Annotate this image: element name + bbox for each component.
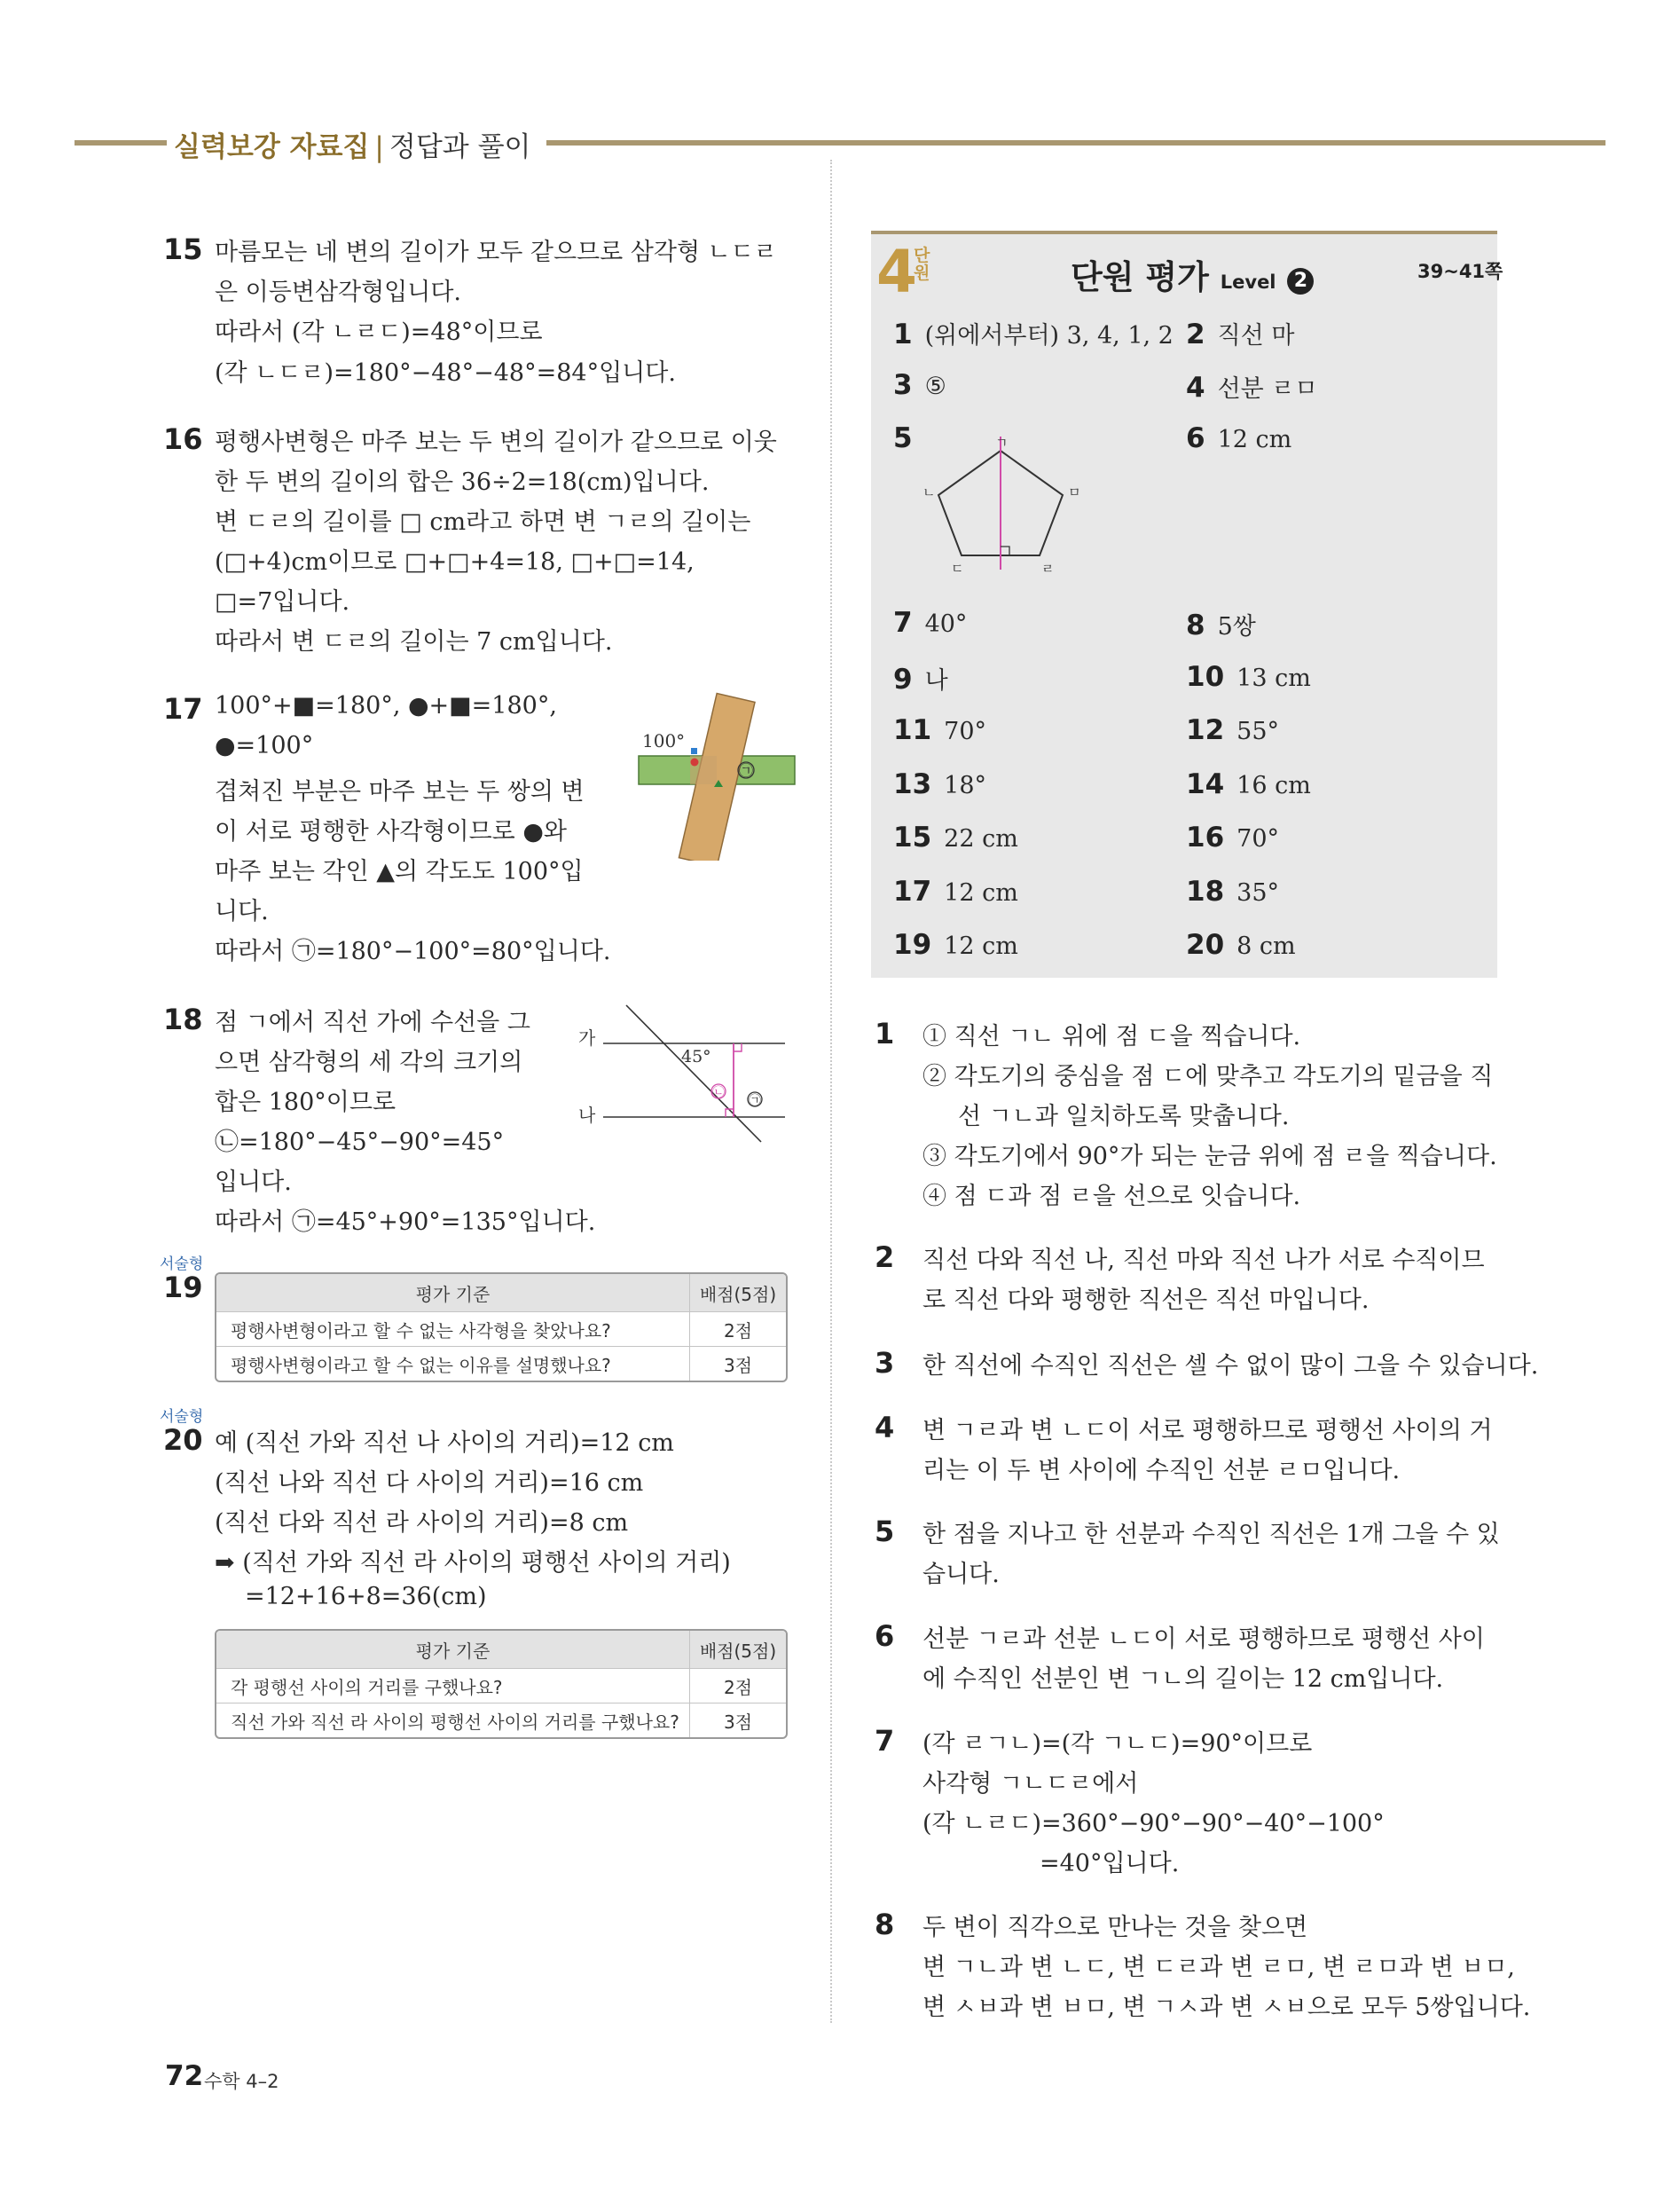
answer-item: 11 70° — [893, 714, 986, 746]
answer-item: 3 ⑤ — [893, 369, 946, 401]
sol-line: ② 각도기의 중심을 점 ㄷ에 맞추고 각도기의 밑금을 직 — [922, 1063, 1494, 1090]
sol-number: 2 — [875, 1240, 895, 1274]
page-number: 72 — [165, 2060, 204, 2092]
q16-line: (□+4)cm이므로 □+□+4=18, □+□=14, — [215, 548, 695, 576]
sol-line: (각 ㄹㄱㄴ)=(각 ㄱㄴㄷ)=90°이므로 — [922, 1730, 1313, 1758]
answer-item: 19 12 cm — [893, 929, 1018, 961]
q18-line: 합은 180°이므로 — [215, 1089, 396, 1116]
q19-table — [215, 1272, 788, 1382]
svg-text:ㄴ: ㄴ — [922, 484, 936, 500]
q17-number: 17 — [163, 692, 203, 726]
svg-text:ㄱ: ㄱ — [995, 435, 1009, 451]
sol-line: 리는 이 두 변 사이에 수직인 선분 ㄹㅁ입니다. — [922, 1457, 1401, 1484]
sol-line: 한 점을 지나고 한 선분과 수직인 직선은 1개 그을 수 있 — [922, 1521, 1500, 1548]
sol-line: 변 ㄱㄴ과 변 ㄴㄷ, 변 ㄷㄹ과 변 ㄹㅁ, 변 ㄹㅁ과 변 ㅂㅁ, — [922, 1954, 1515, 1981]
q17-line: 따라서 ㉠=180°−100°=80°입니다. — [215, 938, 611, 965]
header-subtitle: 정답과 풀이 — [389, 131, 531, 163]
q17-angle-label: 100° — [642, 730, 686, 751]
q15-number: 15 — [163, 232, 203, 266]
q15-line: 마름모는 네 변의 길이가 모두 같으므로 삼각형 ㄴㄷㄹ — [215, 239, 777, 266]
table-row: 평행사변형이라고 할 수 없는 사각형을 찾았나요? 2점 — [216, 1311, 786, 1346]
q18-line: ㉡=180°−45°−90°=45° — [215, 1129, 505, 1156]
sol-line: =40°입니다. — [1040, 1850, 1180, 1877]
q17-figure — [630, 692, 798, 861]
answer-item: 1 (위에서부터) 3, 4, 1, 2 — [893, 319, 1174, 350]
q16-number: 16 — [163, 422, 203, 456]
sol-line: 선 ㄱㄴ과 일치하도록 맞춥니다. — [958, 1103, 1290, 1130]
answer-item: 14 16 cm — [1186, 768, 1311, 800]
q18-number: 18 — [163, 1003, 203, 1036]
q16-line: 변 ㄷㄹ의 길이를 □ cm라고 하면 변 ㄱㄹ의 길이는 — [215, 508, 751, 536]
sol-number: 1 — [875, 1017, 895, 1050]
answer-box-top-rule — [871, 231, 1497, 234]
table-row: 평행사변형이라고 할 수 없는 이유를 설명했나요? 3점 — [216, 1346, 786, 1381]
table-row: 각 평행선 사이의 거리를 구했나요? 2점 — [216, 1668, 786, 1703]
unit-label: 단원 — [914, 246, 930, 283]
answer-item: 17 12 cm — [893, 876, 1018, 908]
q19-number: 19 — [163, 1271, 203, 1304]
q20-line: (직선 다와 직선 라 사이의 거리)=8 cm — [215, 1509, 629, 1537]
header-main-title: 실력보강 자료집 — [174, 131, 370, 163]
unit-test-title: 단원 평가 Level 2 — [1071, 250, 1314, 298]
sol-line: ③ 각도기에서 90°가 되는 눈금 위에 점 ㄹ을 찍습니다. — [922, 1143, 1497, 1170]
table-header: 평가 기준 배점(5점) — [216, 1274, 786, 1311]
sol-line: 선분 ㄱㄹ과 선분 ㄴㄷ이 서로 평행하므로 평행선 사이 — [922, 1625, 1485, 1653]
q20-line: 예 (직선 가와 직선 나 사이의 거리)=12 cm — [215, 1429, 674, 1457]
q16-line: □=7입니다. — [215, 588, 350, 616]
sol-line: 변 ㅅㅂ과 변 ㅂㅁ, 변 ㄱㅅ과 변 ㅅㅂ으로 모두 5쌍입니다. — [922, 1994, 1531, 2021]
q18-line-label-ga: 가 — [578, 1027, 596, 1049]
sol-line: 두 변이 직각으로 만나는 것을 찾으면 — [922, 1914, 1308, 1941]
q18-label-g: ㉠ — [749, 1094, 761, 1108]
answer-item: 9 나 — [893, 664, 948, 696]
table-row: 직선 가와 직선 라 사이의 평행선 사이의 거리를 구했나요? 3점 — [216, 1703, 786, 1737]
q17-line: 니다. — [215, 898, 269, 925]
q18-transversal — [626, 1005, 761, 1142]
q17-circle-mark — [691, 759, 699, 767]
sol-number: 7 — [875, 1724, 895, 1758]
q17-line: ●=100° — [215, 732, 314, 759]
answer-item: 5 — [893, 422, 913, 454]
q20-line: =12+16+8=36(cm) — [245, 1583, 487, 1610]
q15-line: (각 ㄴㄷㄹ)=180°−48°−48°=84°입니다. — [215, 359, 676, 387]
answer-item: 7 40° — [893, 607, 968, 639]
sol-line: 에 수직인 선분인 변 ㄱㄴ의 길이는 12 cm입니다. — [922, 1665, 1444, 1693]
unit-number: 4 — [876, 238, 917, 306]
answer-item: 2 직선 마 — [1186, 319, 1295, 350]
q20-table — [215, 1629, 788, 1739]
sol-number: 5 — [875, 1515, 895, 1548]
answer-item: 6 12 cm — [1186, 422, 1292, 454]
page-range: 39~41쪽 — [1417, 261, 1503, 282]
q18-line-label-na: 나 — [578, 1105, 596, 1126]
q18-figure — [568, 998, 798, 1149]
answer-item: 15 22 cm — [893, 822, 1018, 854]
answer-item: 10 13 cm — [1186, 661, 1311, 693]
level-badge: 2 — [1287, 268, 1314, 295]
header-rule-right — [546, 140, 1605, 146]
q17-line: 마주 보는 각인 ▲의 각도도 100°입 — [215, 858, 584, 885]
sol-number: 4 — [875, 1411, 895, 1444]
sol-line: 습니다. — [922, 1561, 1000, 1588]
answer-item: 8 5쌍 — [1186, 610, 1256, 641]
sol-number: 8 — [875, 1908, 895, 1941]
sol-number: 6 — [875, 1619, 895, 1653]
table-header: 평가 기준 배점(5점) — [216, 1631, 786, 1668]
q17-line: 100°+■=180°, ●+■=180°, — [215, 692, 557, 720]
sol-line: 로 직선 다와 평행한 직선은 직선 마입니다. — [922, 1286, 1370, 1314]
q20-number: 20 — [163, 1423, 203, 1457]
answer-item: 12 55° — [1186, 714, 1279, 746]
sol-line: 한 직선에 수직인 직선은 셀 수 없이 많이 그을 수 있습니다. — [922, 1352, 1539, 1380]
q20-line: ➡ (직선 가와 직선 라 사이의 평행선 사이의 거리) — [215, 1549, 731, 1577]
sol-line: 사각형 ㄱㄴㄷㄹ에서 — [922, 1770, 1139, 1798]
q18-angle-label: 45° — [681, 1047, 711, 1066]
sol-number: 3 — [875, 1346, 895, 1380]
q17-line: 이 서로 평행한 사각형이므로 ●와 — [215, 818, 567, 846]
sol-line: ① 직선 ㄱㄴ 위에 점 ㄷ을 찍습니다. — [922, 1023, 1301, 1050]
answer-item: 20 8 cm — [1186, 929, 1296, 961]
svg-text:ㅁ: ㅁ — [1068, 484, 1081, 500]
q15-line: 은 이등변삼각형입니다. — [215, 279, 461, 306]
q16-line: 평행사변형은 마주 보는 두 변의 길이가 같으므로 이웃 — [215, 429, 777, 456]
answer-item: 4 선분 ㄹㅁ — [1186, 372, 1318, 404]
q20-line: (직선 나와 직선 다 사이의 거리)=16 cm — [215, 1469, 644, 1497]
answer-item: 13 18° — [893, 768, 986, 800]
q17-line: 겹쳐진 부분은 마주 보는 두 쌍의 변 — [215, 778, 585, 806]
q18-label-l: ㉡ — [712, 1086, 725, 1100]
sol-line: 직선 다와 직선 나, 직선 마와 직선 나가 서로 수직이므 — [922, 1247, 1485, 1274]
footer-text: 수학 4–2 — [204, 2071, 279, 2092]
sol-line: 변 ㄱㄹ과 변 ㄴㄷ이 서로 평행하므로 평행선 사이의 거 — [922, 1417, 1493, 1444]
q18-line: 으면 삼각형의 세 각의 크기의 — [215, 1049, 523, 1076]
q17-square-mark — [691, 748, 697, 754]
q18-line: 점 ㄱ에서 직선 가에 수선을 그 — [215, 1009, 530, 1036]
sol-line: ④ 점 ㄷ과 점 ㄹ을 선으로 잇습니다. — [922, 1183, 1301, 1210]
header-title: 실력보강 자료집 | 정답과 풀이 — [167, 124, 538, 164]
q16-line: 따라서 변 ㄷㄹ의 길이는 7 cm입니다. — [215, 628, 613, 656]
pentagon-figure — [914, 426, 1091, 577]
answer-item: 16 70° — [1186, 822, 1279, 854]
q18-line: 입니다. — [215, 1168, 292, 1196]
header-rule-left — [75, 140, 177, 146]
q15-line: 따라서 (각 ㄴㄹㄷ)=48°이므로 — [215, 319, 543, 346]
column-divider — [830, 160, 832, 2023]
svg-text:ㄷ: ㄷ — [951, 561, 964, 577]
svg-text:ㄹ: ㄹ — [1041, 561, 1055, 577]
q20-tag: 서술형 — [160, 1408, 204, 1426]
answer-item: 18 35° — [1186, 876, 1279, 908]
q19-tag: 서술형 — [160, 1255, 204, 1273]
q16-line: 한 두 변의 길이의 합은 36÷2=18(cm)입니다. — [215, 468, 710, 496]
q17-label: ㉠ — [738, 762, 754, 779]
q18-line: 따라서 ㉠=45°+90°=135°입니다. — [215, 1208, 596, 1236]
sol-line: (각 ㄴㄹㄷ)=360°−90°−90°−40°−100° — [922, 1810, 1385, 1837]
